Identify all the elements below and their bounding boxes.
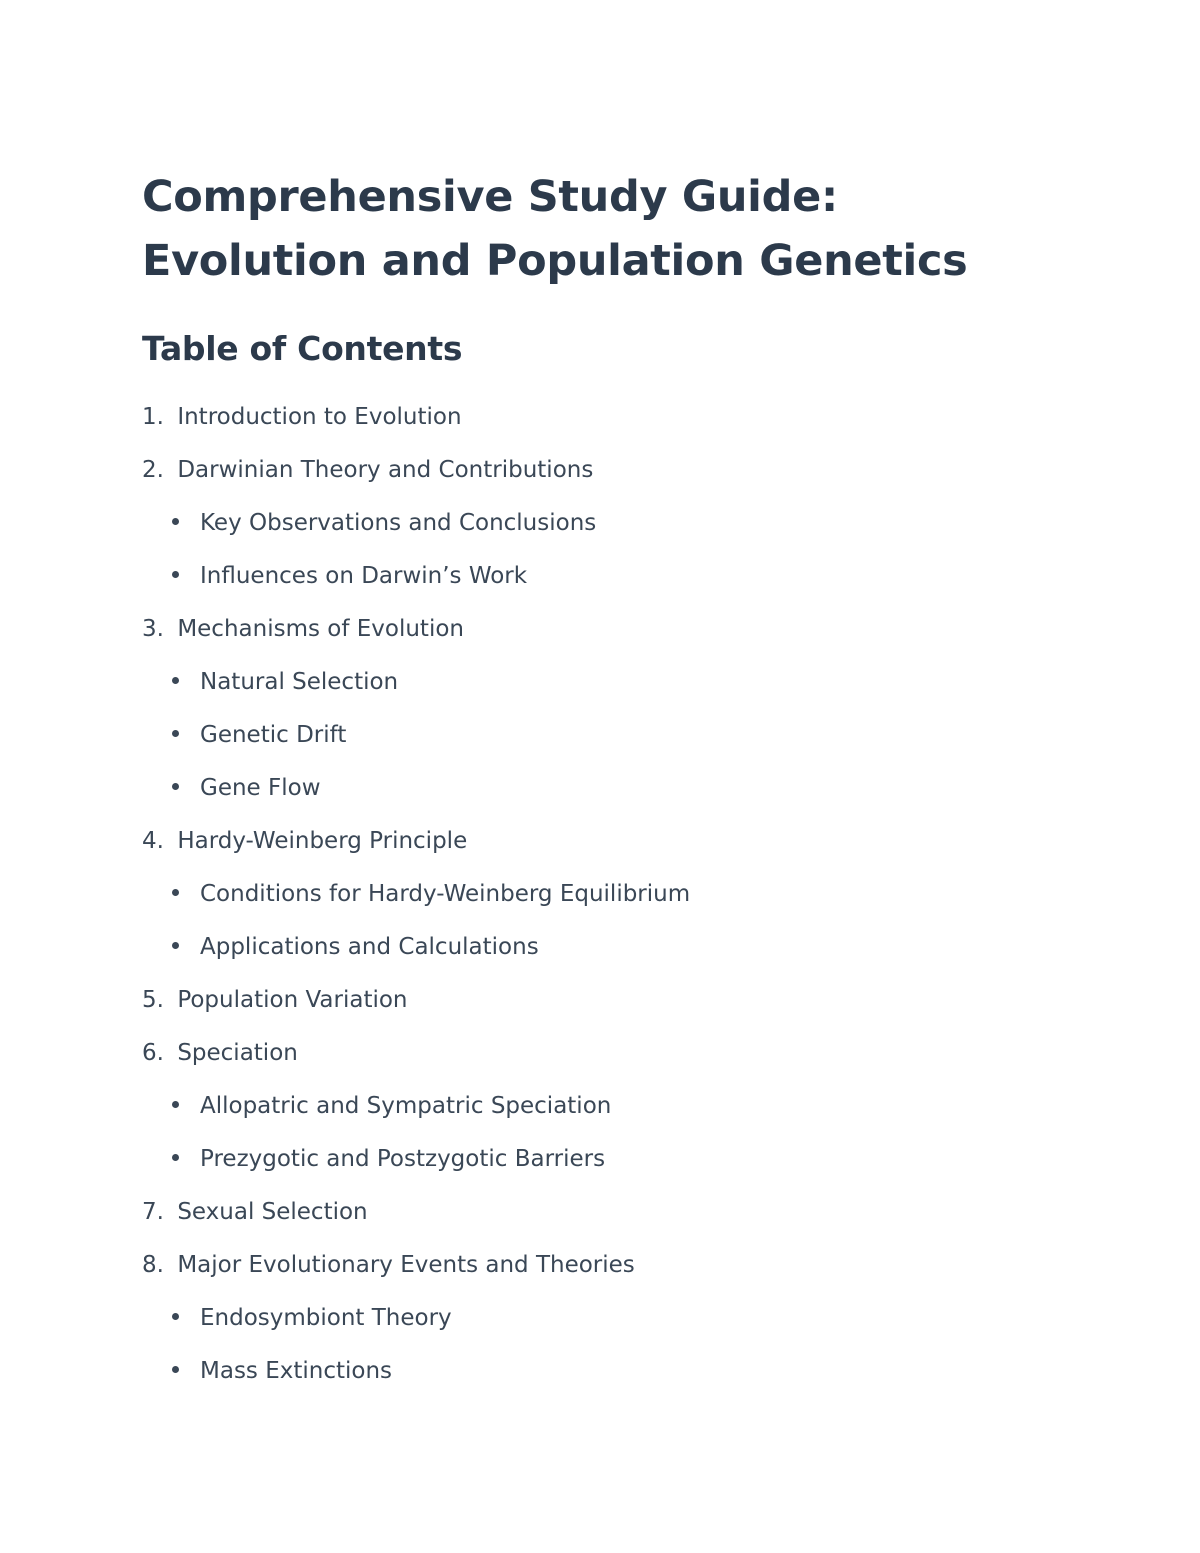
toc-item-label: Natural Selection — [200, 669, 399, 695]
toc-subitem-natural-selection — [142, 656, 1072, 709]
bullet-icon — [172, 677, 179, 684]
bullet-icon — [172, 1101, 179, 1108]
toc-item-label: Conditions for Hardy-Weinberg Equilibrium — [200, 881, 691, 907]
toc-subitem-endosymbiont — [142, 1292, 1072, 1345]
toc-item-mechanisms — [142, 603, 1072, 656]
toc-item-label: Sexual Selection — [177, 1199, 368, 1225]
toc-item-sexual-selection — [142, 1186, 1072, 1239]
toc-item-label: Introduction to Evolution — [177, 404, 462, 430]
bullet-icon — [172, 1313, 179, 1320]
toc-subitem-influences — [142, 550, 1072, 603]
toc-subitem-mass-extinctions — [142, 1345, 1072, 1398]
toc-item-label: Population Variation — [177, 987, 408, 1013]
toc-item-label: Mechanisms of Evolution — [177, 616, 464, 642]
bullet-icon — [172, 889, 179, 896]
toc-item-label: Applications and Calculations — [200, 934, 539, 960]
toc-item-number: 8. — [142, 1252, 164, 1278]
bullet-icon — [172, 942, 179, 949]
toc-heading: Table of Contents — [142, 329, 463, 368]
toc-subitem-key-observations — [142, 497, 1072, 550]
toc-item-population-variation — [142, 974, 1072, 1027]
bullet-icon — [172, 571, 179, 578]
toc-item-number: 4. — [142, 828, 164, 854]
toc-subitem-hw-conditions — [142, 868, 1072, 921]
toc-item-speciation — [142, 1027, 1072, 1080]
toc-item-label: Hardy-Weinberg Principle — [177, 828, 468, 854]
toc-item-number: 6. — [142, 1040, 164, 1066]
bullet-icon — [172, 783, 179, 790]
table-of-contents — [142, 391, 1072, 1398]
toc-item-label: Allopatric and Sympatric Speciation — [200, 1093, 612, 1119]
toc-item-label: Prezygotic and Postzygotic Barriers — [200, 1146, 606, 1172]
toc-subitem-barriers — [142, 1133, 1072, 1186]
toc-item-number: 2. — [142, 457, 164, 483]
toc-item-introduction — [142, 391, 1072, 444]
toc-item-label: Darwinian Theory and Contributions — [177, 457, 594, 483]
toc-subitem-genetic-drift — [142, 709, 1072, 762]
toc-item-hardy-weinberg — [142, 815, 1072, 868]
bullet-icon — [172, 1366, 179, 1373]
toc-item-number: 1. — [142, 404, 164, 430]
toc-item-darwinian-theory — [142, 444, 1072, 497]
toc-item-label: Key Observations and Conclusions — [200, 510, 597, 536]
document-title: Comprehensive Study Guide: Evolution and Population Genetics — [142, 172, 968, 286]
bullet-icon — [172, 1154, 179, 1161]
bullet-icon — [172, 518, 179, 525]
toc-item-label: Speciation — [177, 1040, 298, 1066]
toc-item-label: Major Evolutionary Events and Theories — [177, 1252, 635, 1278]
toc-item-label: Endosymbiont Theory — [200, 1305, 452, 1331]
toc-item-label: Influences on Darwin’s Work — [200, 563, 528, 589]
toc-item-label: Mass Extinctions — [200, 1358, 393, 1384]
toc-item-major-events — [142, 1239, 1072, 1292]
toc-item-number: 7. — [142, 1199, 164, 1225]
toc-item-number: 3. — [142, 616, 164, 642]
toc-subitem-allopatric-sympatric — [142, 1080, 1072, 1133]
toc-subitem-gene-flow — [142, 762, 1072, 815]
toc-item-number: 5. — [142, 987, 164, 1013]
bullet-icon — [172, 730, 179, 737]
toc-subitem-applications — [142, 921, 1072, 974]
document-page — [142, 165, 1072, 1398]
toc-item-label: Gene Flow — [200, 775, 321, 801]
toc-item-label: Genetic Drift — [200, 722, 347, 748]
